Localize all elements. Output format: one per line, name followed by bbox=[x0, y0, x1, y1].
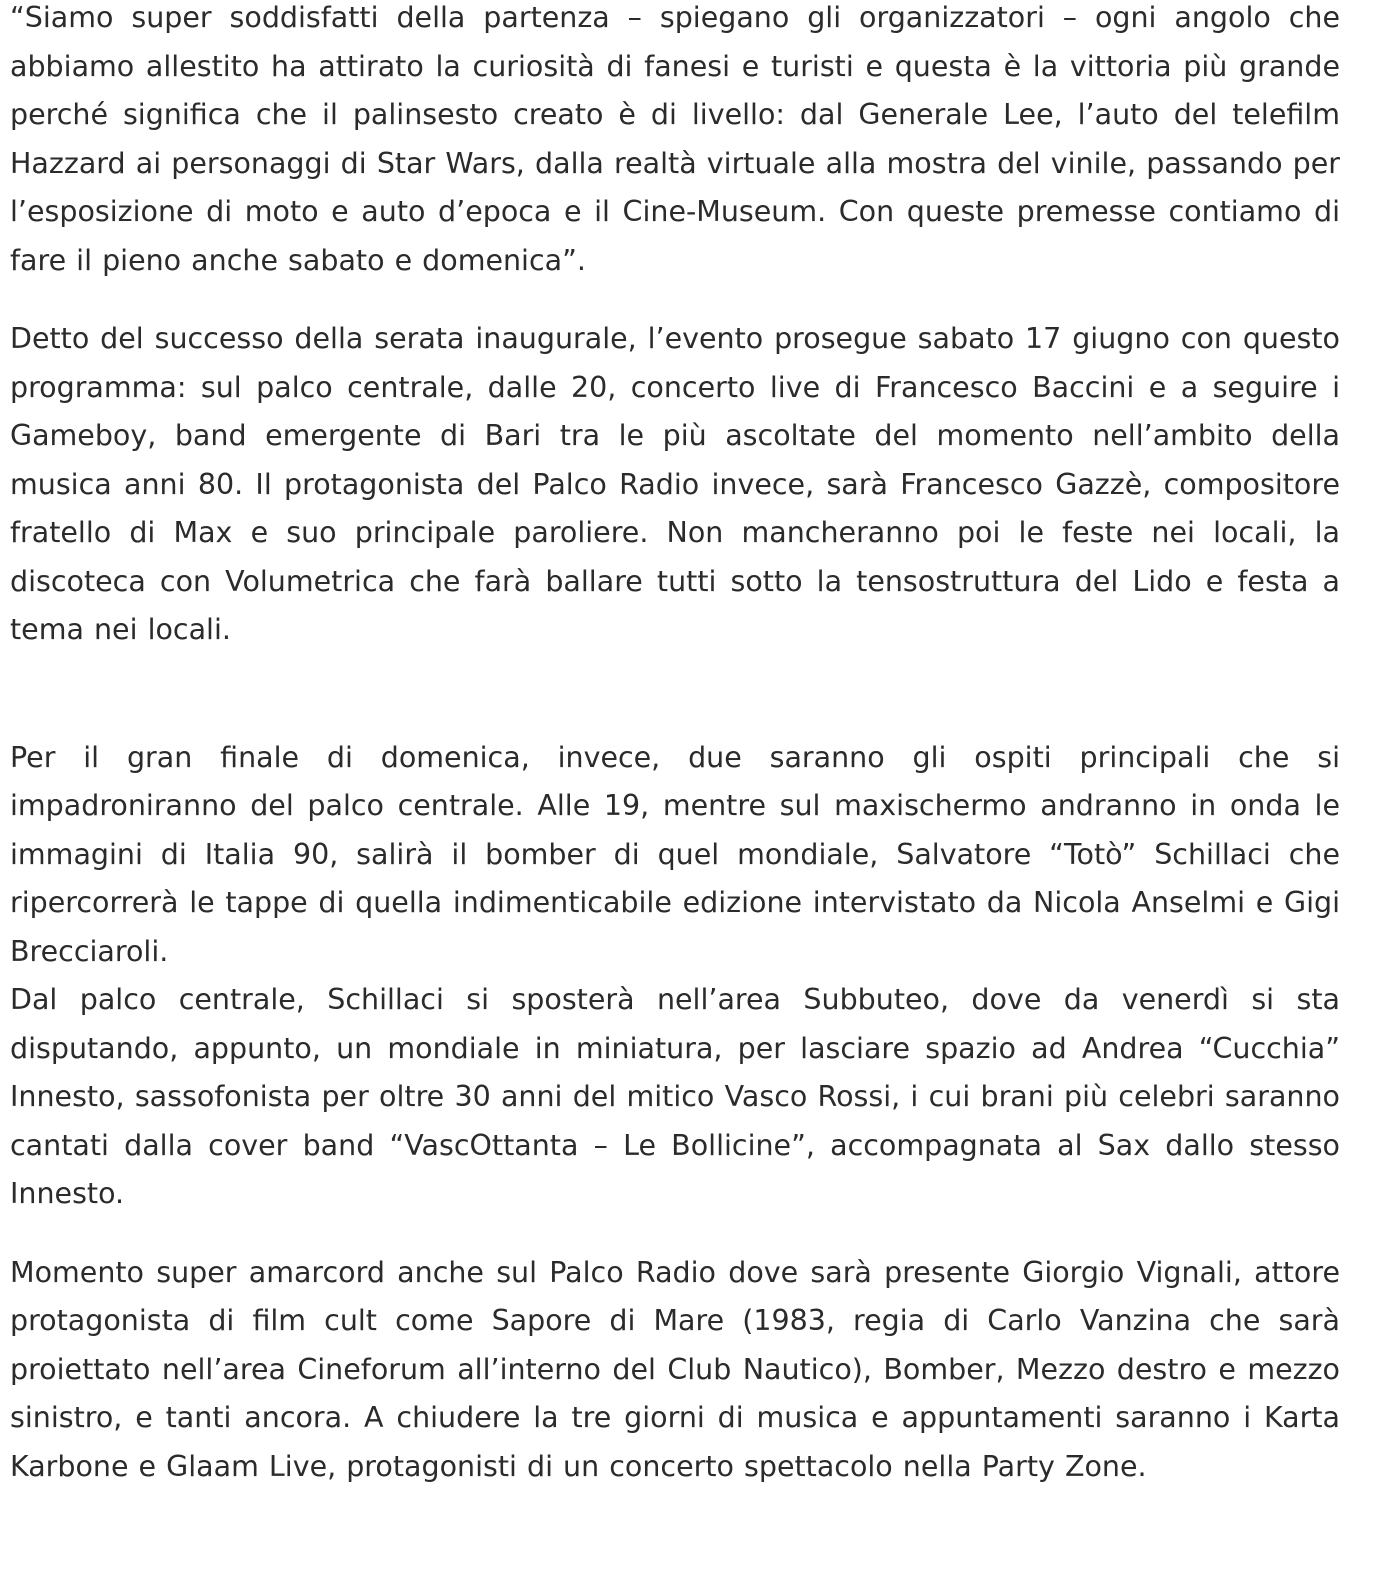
paragraph-palco-radio: Momento super amarcord anche sul Palco Radio dove sarà presente Giorgio Vignali, attore protagonista di film cult come Sapore di Mare (1983, regia di Carlo Vanzina che sarà proiettato nell’area Cineforum all’interno del Club Nautico), Bomber, Mezzo destro e mezzo sinistro, e tanti ancora. A chiudere la tre giorni di musica e appuntamenti saranno i Karta Karbone e Glaam Live, protagonisti di un concerto spettacolo nella Party Zone. bbox=[10, 1255, 1340, 1483]
paragraph-organizers-quote: “Siamo super soddisfatti della partenza – spiegano gli organizzatori – ogni angolo che abbiamo allestito ha attirato la curiosità di fanesi e turisti e questa è la vittoria più grande perché significa che il palinsesto creato è di livello: dal Generale Lee, l’auto del telefilm Hazzard ai personaggi di Star Wars, dalla realtà virtuale alla mostra del vinile, passando per l’esposizione di moto e auto d’epoca e il Cine-Museum. Con queste premesse contiamo di fare il pieno anche sabato e domenica”. bbox=[10, 1, 1340, 277]
paragraph-saturday-program: Detto del successo della serata inaugurale, l’evento prosegue sabato 17 giugno con questo programma: sul palco centrale, dalle 20, concerto live di Francesco Baccini e a seguire i Gameboy, band emergente di Bari tra le più ascoltate del momento nell’ambito della musica anni 80. Il protagonista del Palco Radio invece, sarà Francesco Gazzè, compositore fratello di Max e suo principale paroliere. Non mancheranno poi le feste nei locali, la discoteca con Volumetrica che farà ballare tutti sotto la tensostruttura del Lido e festa a tema nei locali. bbox=[10, 322, 1340, 646]
article-body bbox=[10, 0, 1340, 1491]
paragraph-schillaci-subbuteo: Dal palco centrale, Schillaci si sposterà nell’area Subbuteo, dove da venerdì si sta disputando, appunto, un mondiale in miniatura, per lasciare spazio ad Andrea “Cucchia” Innesto, sassofonista per oltre 30 anni del mitico Vasco Rossi, i cui brani più celebri saranno cantati dalla cover band “VascOttanta – Le Bollicine”, accompagnata al Sax dallo stesso Innesto. bbox=[10, 983, 1340, 1210]
paragraph-sunday-finale: Per il gran finale di domenica, invece, due saranno gli ospiti principali che si impadroniranno del palco centrale. Alle 19, mentre sul maxischermo andranno in onda le immagini di Italia 90, salirà il bomber di quel mondiale, Salvatore “Totò” Schillaci che ripercorrerà le tappe di quella indimenticabile edizione intervistato da Nicola Anselmi e Gigi Brecciaroli. bbox=[10, 740, 1340, 968]
